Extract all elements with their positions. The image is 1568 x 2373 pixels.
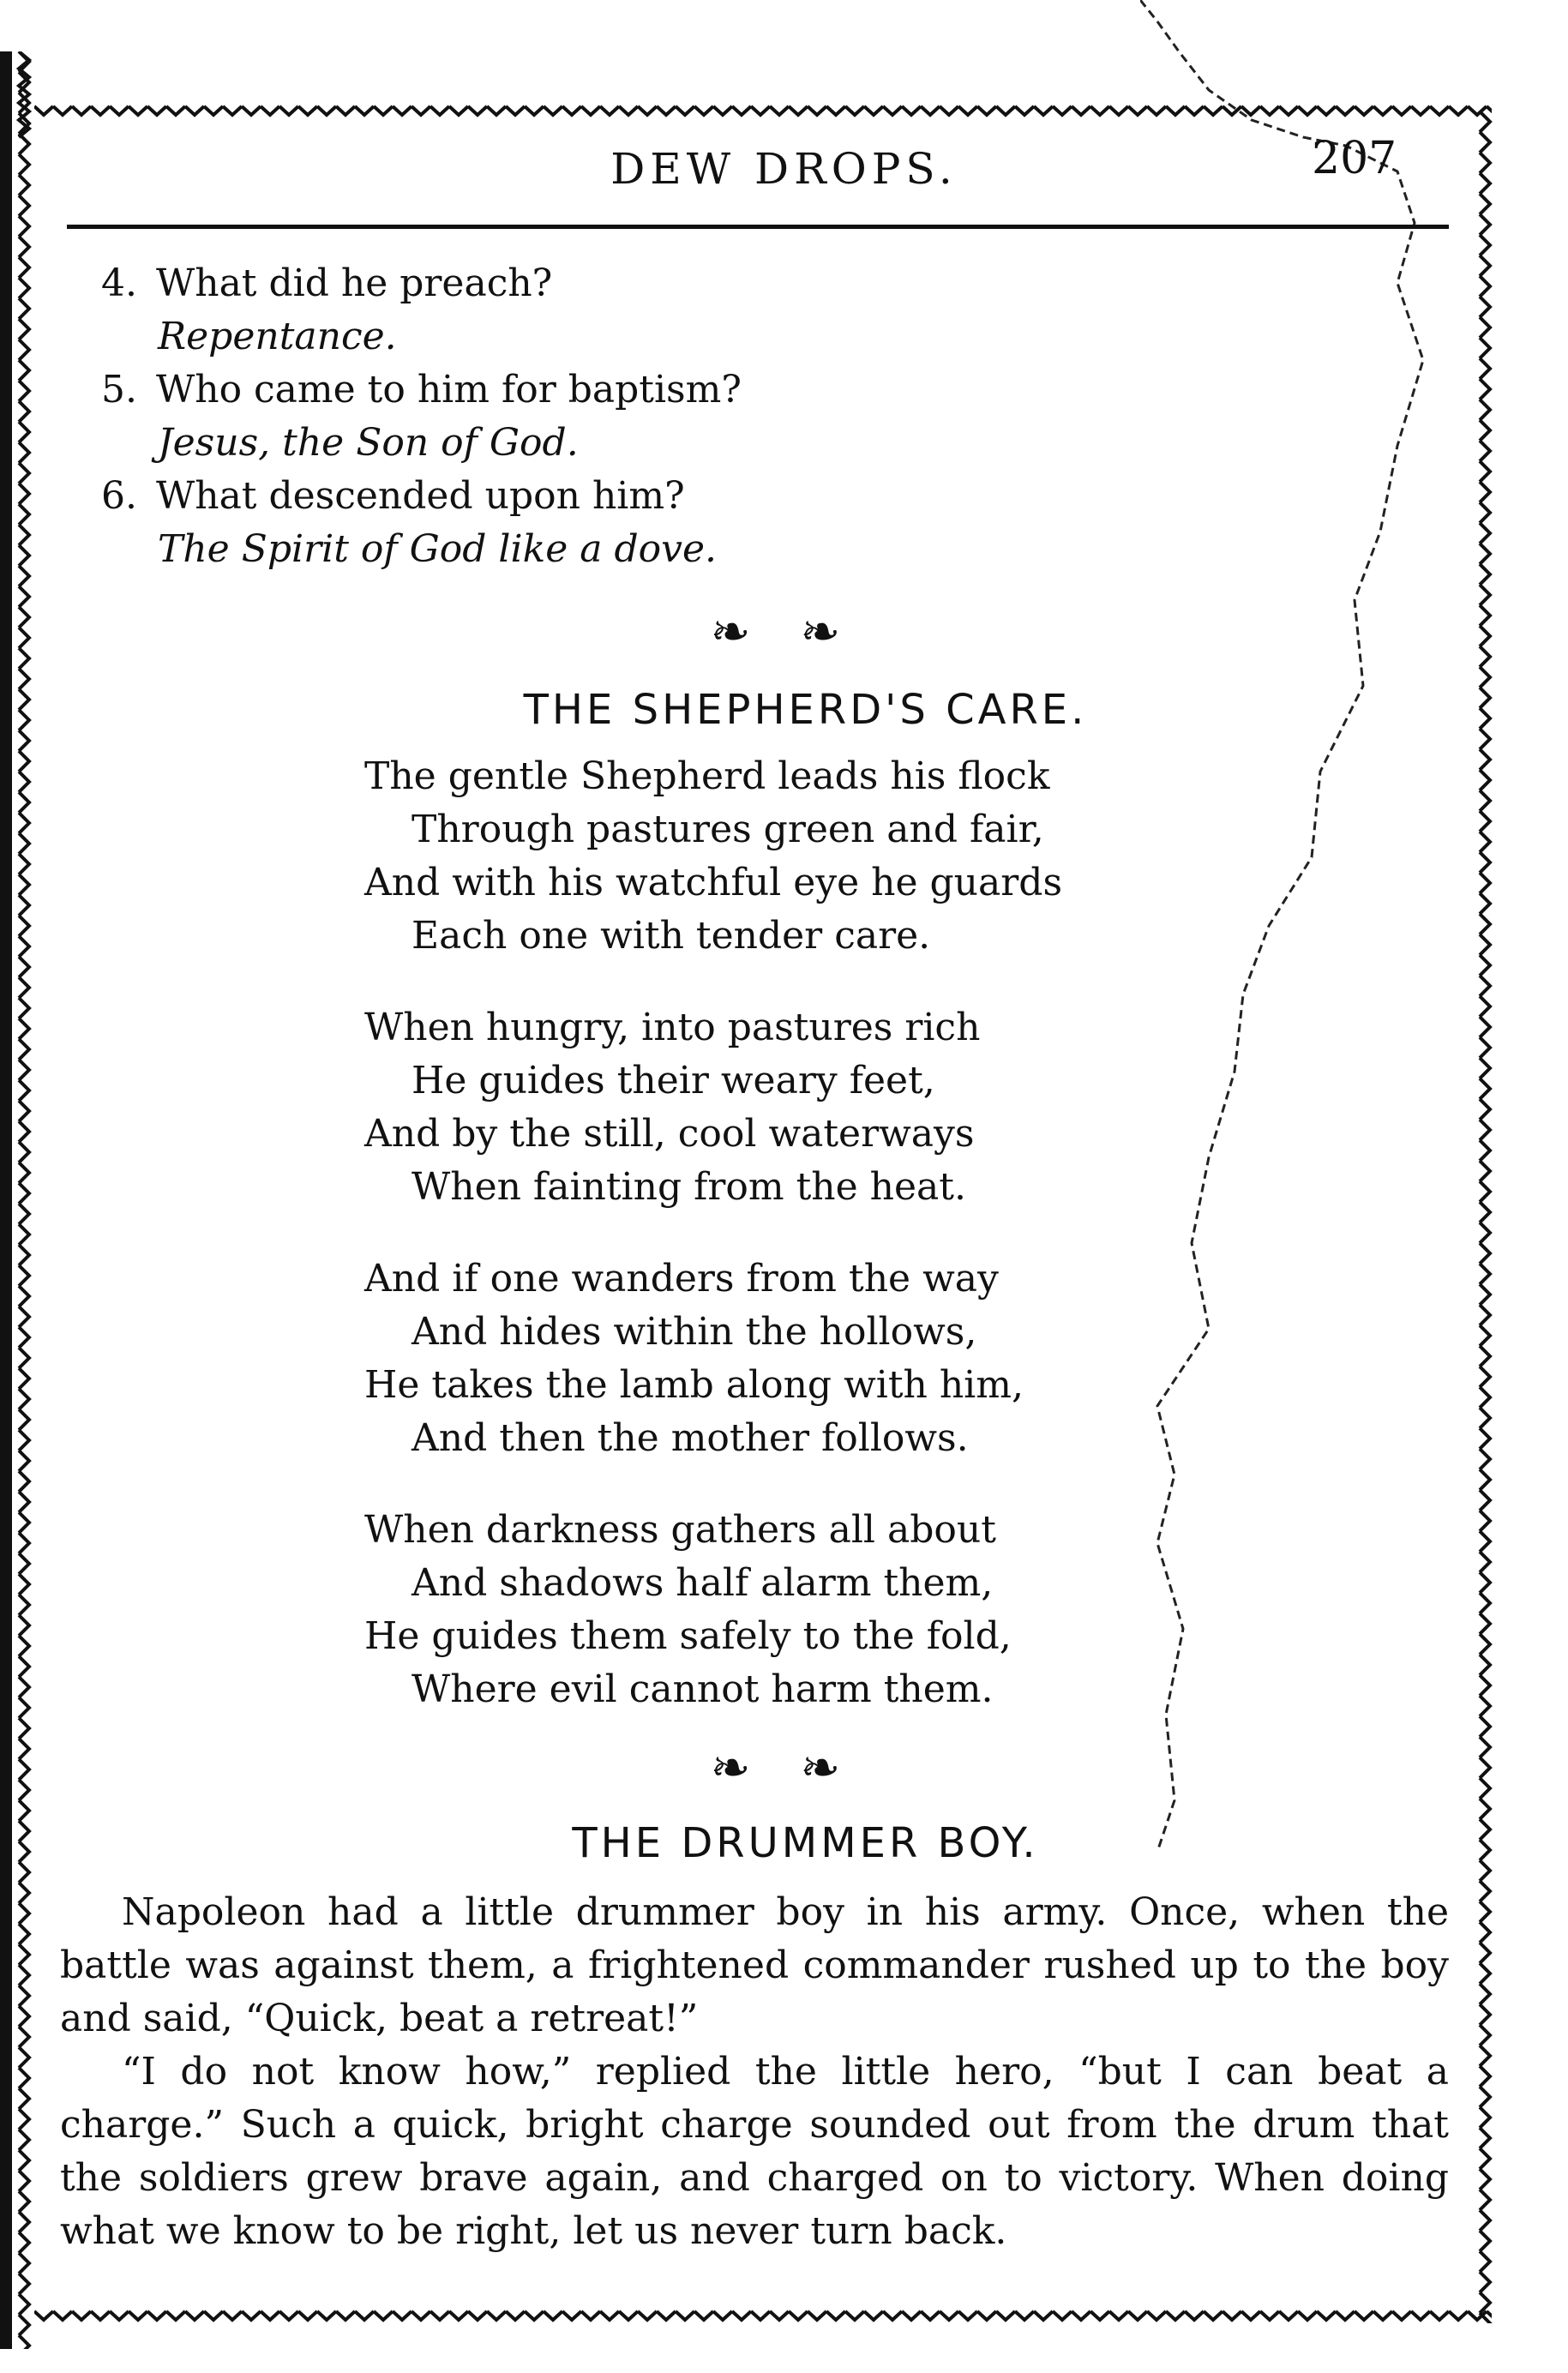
stanza	[364, 750, 1062, 963]
poem-line: Where evil cannot harm them.	[412, 1667, 994, 1711]
question-answer-list	[101, 257, 742, 576]
poem-body	[364, 750, 1062, 1755]
stanza	[364, 1253, 1062, 1465]
poem-line: And with his watchful eye he guards	[364, 861, 1063, 904]
stanza	[364, 1001, 1062, 1214]
poem-line: And by the still, cool waterways	[364, 1112, 975, 1156]
fleuron-ornament: ❧ ❧	[710, 604, 858, 660]
poem-line: When hungry, into pastures rich	[364, 1006, 981, 1049]
stanza	[364, 1504, 1062, 1716]
story-paragraph: Napoleon had a little drummer boy in his army. Once, when the battle was against them, a frightened commander rushed up to the boy and said, “Quick, beat a retreat!”	[60, 1890, 1449, 2040]
poem-line: And if one wanders from the way	[364, 1257, 999, 1301]
answer-4: Repentance.	[158, 315, 397, 358]
page-header-title: DEW DROPS.	[610, 144, 958, 194]
poem-line: And shadows half alarm them,	[412, 1561, 994, 1605]
poem-line: Each one with tender care.	[412, 914, 931, 958]
question-5: 5. Who came to him for baptism?	[101, 368, 742, 412]
answer-6: The Spirit of God like a dove.	[158, 527, 718, 571]
poem-line: And then the mother follows.	[412, 1416, 969, 1460]
poem-line: And hides within the hollows,	[412, 1310, 977, 1354]
poem-line: When darkness gathers all about	[364, 1508, 996, 1552]
page-number: 207	[1312, 133, 1397, 184]
poem-line: He takes the lamb along with him,	[364, 1363, 1024, 1407]
poem-title: THE SHEPHERD'S CARE.	[523, 686, 1088, 734]
question-4: 4. What did he preach?	[101, 261, 553, 305]
answer-5: Jesus, the Son of God.	[158, 421, 579, 465]
poem-line: The gentle Shepherd leads his flock	[364, 754, 1050, 798]
poem-line: He guides their weary feet,	[412, 1059, 935, 1102]
poem-line: When fainting from the heat.	[412, 1165, 966, 1209]
story-title: THE DRUMMER BOY.	[572, 1819, 1039, 1867]
header-divider	[67, 225, 1449, 229]
story-paragraph: “I do not know how,” replied the little hero, “but I can beat a charge.” Such a quick, bright charge sounded out from the drum that the soldiers grew brave again, and charged on to victory. When doing what we know to be right, let us never turn back.	[60, 2050, 1449, 2253]
story-body	[60, 1886, 1449, 2258]
left-border-ornament	[0, 51, 34, 2349]
fleuron-ornament: ❧ ❧	[710, 1740, 858, 1796]
poem-line: Through pastures green and fair,	[412, 808, 1044, 851]
question-6: 6. What descended upon him?	[101, 474, 685, 518]
poem-line: He guides them safely to the fold,	[364, 1614, 1012, 1658]
